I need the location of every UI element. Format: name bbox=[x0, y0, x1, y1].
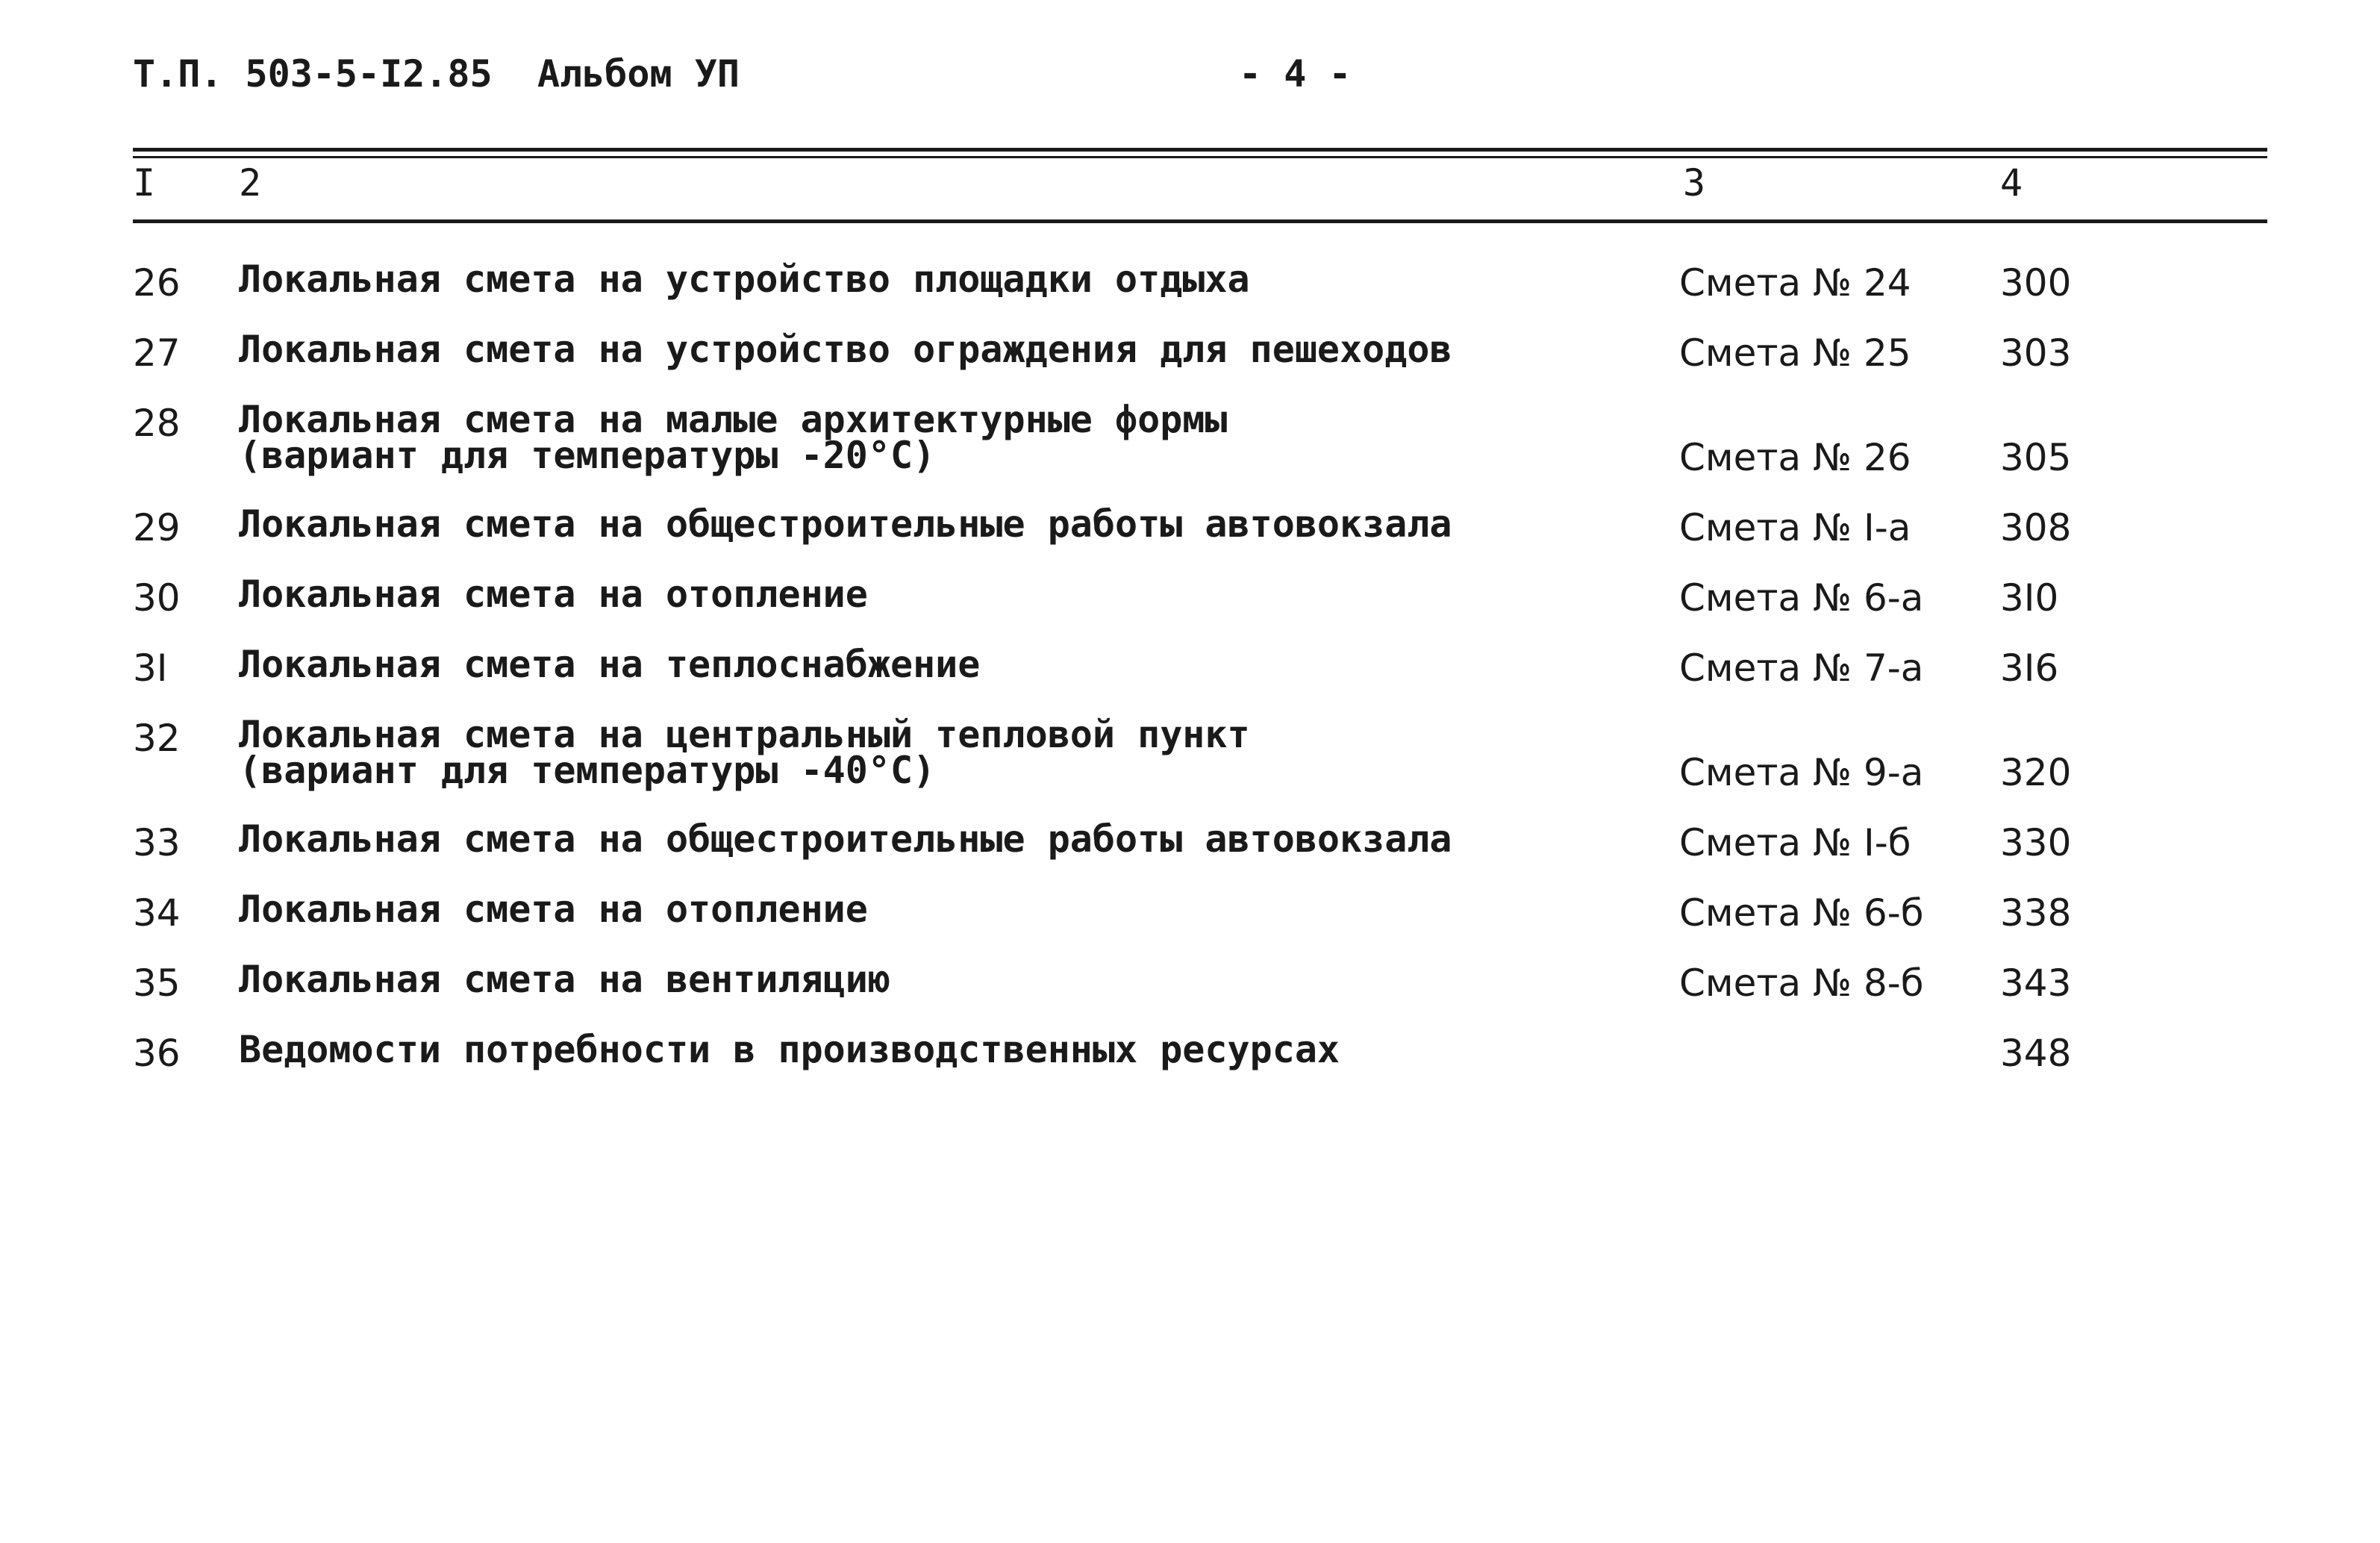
row-estimate-ref: Смета № 6-а bbox=[1679, 576, 1924, 620]
row-page: 338 bbox=[2000, 891, 2072, 935]
album-label: Альбом УП bbox=[537, 52, 740, 96]
row-number: 34 bbox=[133, 891, 181, 935]
row-number: 33 bbox=[133, 821, 181, 864]
row-number: 26 bbox=[133, 261, 181, 305]
row-description: Локальная смета на общестроительные работы автовокзала bbox=[239, 817, 1452, 861]
row-description: Локальная смета на малые архитектурные формы bbox=[239, 398, 1228, 441]
row-number: 35 bbox=[133, 961, 181, 1005]
row-description: Локальная смета на теплоснабжение bbox=[239, 643, 981, 686]
row-description: Локальная смета на центральный тепловой пункт bbox=[239, 713, 1250, 756]
document-code: Т.П. 503-5-I2.85 bbox=[133, 52, 493, 96]
row-page: 300 bbox=[2000, 261, 2072, 305]
row-estimate-ref: Смета № I-б bbox=[1679, 821, 1911, 864]
page-header bbox=[0, 52, 2380, 105]
header-rule-top-inner bbox=[133, 156, 2267, 158]
page-number: - 4 - bbox=[1239, 52, 1352, 96]
row-number: 3I bbox=[133, 646, 168, 690]
header-rule-bottom bbox=[133, 219, 2267, 223]
row-page: 330 bbox=[2000, 821, 2072, 864]
row-estimate-ref: Смета № 24 bbox=[1679, 261, 1911, 305]
row-number: 30 bbox=[133, 576, 181, 620]
row-description: Локальная смета на отопление bbox=[239, 573, 868, 616]
row-page: 305 bbox=[2000, 436, 2072, 479]
row-description-note: (вариант для температуры -20°С) bbox=[239, 434, 936, 477]
column-header-2: 2 bbox=[239, 161, 262, 205]
row-estimate-ref: Смета № 6-б bbox=[1679, 891, 1924, 935]
row-page: 308 bbox=[2000, 506, 2072, 549]
row-page: 320 bbox=[2000, 751, 2072, 794]
column-header-4: 4 bbox=[2000, 161, 2023, 205]
row-description: Локальная смета на общестроительные работы автовокзала bbox=[239, 502, 1452, 546]
row-estimate-ref: Смета № 25 bbox=[1679, 331, 1911, 375]
row-description: Ведомости потребности в производственных ресурсах bbox=[239, 1028, 1340, 1071]
row-estimate-ref: Смета № 26 bbox=[1679, 436, 1911, 479]
row-page: 3I0 bbox=[2000, 576, 2059, 620]
row-description: Локальная смета на отопление bbox=[239, 888, 868, 931]
row-estimate-ref: Смета № I-а bbox=[1679, 506, 1911, 549]
row-page: 3I6 bbox=[2000, 646, 2059, 690]
row-estimate-ref: Смета № 7-а bbox=[1679, 646, 1924, 690]
column-header-3: 3 bbox=[1683, 161, 1706, 205]
row-description: Локальная смета на вентиляцию bbox=[239, 958, 890, 1001]
header-rule-top bbox=[133, 148, 2267, 152]
column-header-1: I bbox=[133, 161, 156, 205]
row-estimate-ref: Смета № 8-б bbox=[1679, 961, 1924, 1005]
row-description: Локальная смета на устройство ограждения для пешеходов bbox=[239, 328, 1452, 371]
row-number: 29 bbox=[133, 506, 181, 549]
row-number: 27 bbox=[133, 331, 181, 375]
row-number: 32 bbox=[133, 717, 181, 760]
row-estimate-ref: Смета № 9-а bbox=[1679, 751, 1924, 794]
row-number: 28 bbox=[133, 402, 181, 445]
row-page: 303 bbox=[2000, 331, 2072, 375]
row-number: 36 bbox=[133, 1032, 181, 1075]
row-page: 348 bbox=[2000, 1032, 2072, 1075]
row-description: Локальная смета на устройство площадки отдыха bbox=[239, 258, 1250, 301]
row-page: 343 bbox=[2000, 961, 2072, 1005]
row-description-note: (вариант для температуры -40°С) bbox=[239, 749, 936, 792]
